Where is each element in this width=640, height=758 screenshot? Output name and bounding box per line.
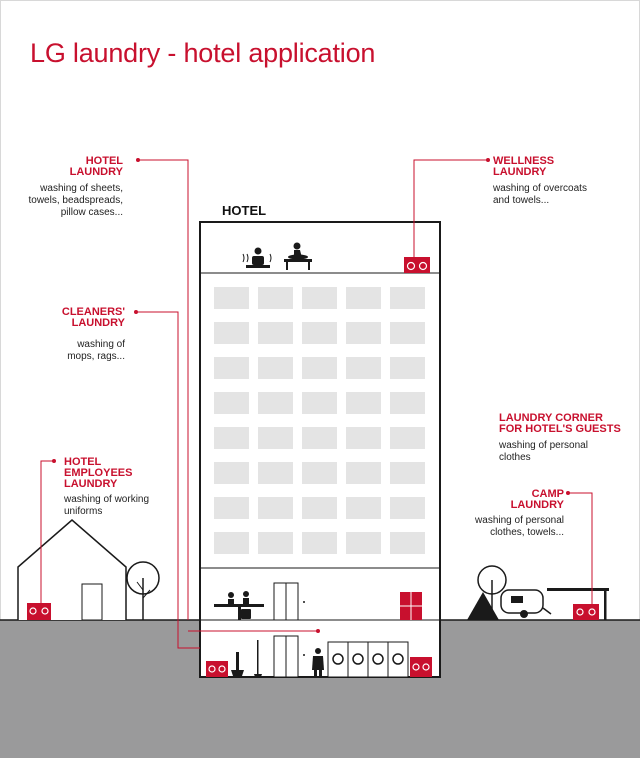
hotel-window [346,462,381,484]
hotel-window [258,322,293,344]
hotel-window [302,462,337,484]
tree-left-icon [127,562,159,620]
employees-laundry-desc: washing of working uniforms [64,494,150,517]
hotel-window [214,427,249,449]
hotel-window [258,427,293,449]
cleaners-laundry-label: CLEANERS' LAUNDRY [61,306,125,329]
hotel-window [390,427,425,449]
laundry-corner-desc: washing of personal clothes [499,440,588,463]
industrial-washers [328,642,408,677]
washer-icon-hotel-laundry [410,657,432,677]
hotel-window [346,497,381,519]
hotel-window [214,532,249,554]
hotel-window [214,462,249,484]
wellness-laundry-desc: washing of overcoats and towels... [493,183,587,206]
hotel-window [302,287,337,309]
employees-house [18,520,126,620]
hotel-window [390,532,425,554]
hotel-window [214,287,249,309]
hotel-window [346,427,381,449]
laundry-corner-label: LAUNDRY CORNER FOR HOTEL'S GUESTS [499,412,621,435]
tent-icon [467,592,499,620]
hotel-window [346,532,381,554]
wellness-laundry-label: WELLNESS LAUNDRY [493,155,555,178]
camp-laundry-desc: washing of personal clothes, towels... [475,515,564,538]
hotel-window [346,287,381,309]
connector-camp-laundry [568,493,592,604]
hotel-window [302,497,337,519]
hotel-window [258,392,293,414]
hotel-laundry-label: HOTEL LAUNDRY [69,155,123,178]
connector-cleaners-laundry [136,312,200,648]
hotel-window [302,357,337,379]
cleaners-laundry-desc: washing of mops, rags... [67,339,125,362]
hotel-window [258,462,293,484]
camp-laundry-label: CAMP LAUNDRY [510,488,564,511]
hotel-laundry-desc: washing of sheets, towels, beadspreads, pillow cases... [28,183,123,218]
hotel-window [302,532,337,554]
hotel-window [258,357,293,379]
washer-icon-wellness [404,257,430,273]
hotel-window [302,427,337,449]
hotel-window [214,322,249,344]
page-title: LG laundry - hotel application [30,38,376,68]
camp-laundry-shelter [547,588,609,620]
hotel-window [258,532,293,554]
hotel-window [346,357,381,379]
washers-guest-corner [400,592,422,620]
hotel-window [390,322,425,344]
caravan-icon [501,590,551,618]
hotel-label: HOTEL [222,203,267,218]
hotel-window [302,322,337,344]
hotel-window [302,392,337,414]
hotel-window [346,392,381,414]
hotel-window [390,287,425,309]
hotel-window [214,357,249,379]
washer-icon-cleaners [206,661,228,677]
connector-hotel-laundry [138,160,188,620]
hotel-window [346,322,381,344]
hotel-window [214,392,249,414]
employees-laundry-label: HOTEL EMPLOYEES LAUNDRY [64,456,133,490]
hotel-window [390,497,425,519]
hotel-window [258,287,293,309]
hotel-window [390,392,425,414]
hotel-window [214,497,249,519]
hotel-window [390,357,425,379]
hotel-window [390,462,425,484]
hotel-window [258,497,293,519]
